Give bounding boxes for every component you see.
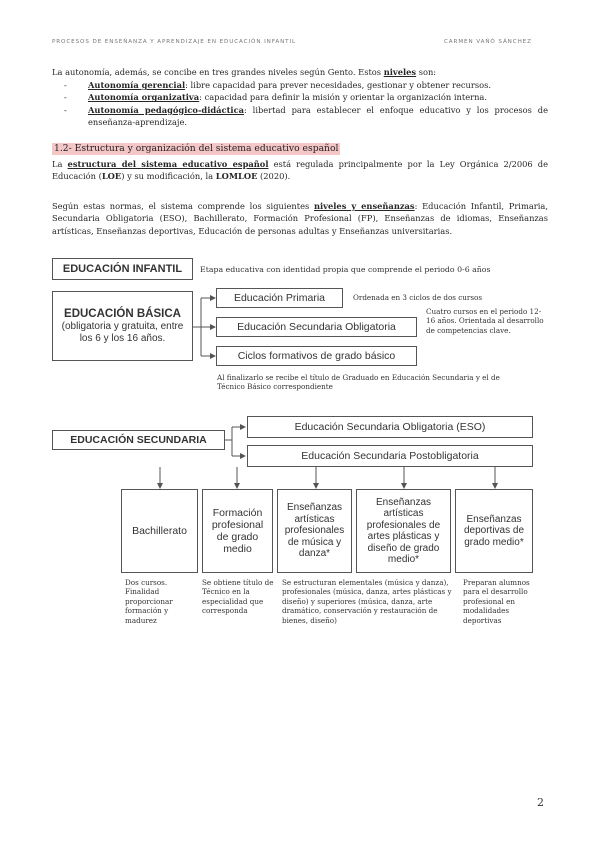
list-item: - Autonomía gerencial: libre capacidad para prever necesidades, gestionar y obtener recursos. (64, 80, 492, 90)
infantil-note: Etapa educativa con identidad propia que comprende el periodo 0-6 años (200, 265, 491, 274)
basica-title: EDUCACIÓN BÁSICA (64, 308, 181, 320)
intro-text: La autonomía, además, se concibe en tres grandes niveles según Gento. Estos (52, 67, 384, 77)
primaria-note: Ordenada en 3 ciclos de dos cursos (353, 293, 483, 302)
lomloe-term: LOMLOE (215, 171, 258, 182)
ciclos-box: Ciclos formativos de grado básico (216, 346, 417, 366)
eso-full-box: Educación Secundaria Obligatoria (ESO) (247, 416, 533, 438)
infantil-box: EDUCACIÓN INFANTIL (52, 258, 193, 280)
deportivas-box: Enseñanzas deportivas de grado medio* (455, 489, 533, 573)
list-item-desc: : capacidad para definir la misión y orientar la organización interna. (199, 92, 487, 103)
eso-box: Educación Secundaria Obligatoria (216, 317, 417, 337)
list-item-desc: : libertad para establecer el enfoque educativo y los procesos de enseñanza-aprendizaje. (88, 104, 548, 128)
basica-footer-note: Al finalizarlo se recibe el título de Graduado en Educación Secundaria y el de Técnico Básico correspondiente (217, 373, 500, 392)
basica-box (52, 291, 193, 361)
section-paragraph-2: Según estas normas, el sistema comprende los siguientes niveles y enseñanzas: Educación Infantil, Primaria, Secundaria Obligatoria (ESO), Bachillerato, Formación Profesional (FP), Enseñanzas de idiomas, Enseñanzas artísticas, Enseñanzas deportivas, Educación de personas adultas y Enseñanzas universitarias. (52, 201, 548, 236)
list-item-term: Autonomía organizativa (88, 92, 200, 103)
secundaria-box: EDUCACIÓN SECUNDARIA (52, 430, 225, 450)
artes-plasticas-box: Enseñanzas artísticas profesionales de artes plásticas y diseño de grado medio* (356, 489, 451, 573)
levels-term: niveles y enseñanzas (314, 201, 415, 211)
list-item: - Autonomía organizativa: capacidad para definir la misión y orientar la organización interna. (64, 92, 487, 103)
list-item-term: Autonomía gerencial (88, 80, 186, 90)
fp-note: Se obtiene título de Técnico en la especialidad que corresponda (202, 578, 274, 616)
eso-note: Cuatro cursos en el periodo 12-16 años. Orientada al desarrollo de competencias clave. (426, 307, 544, 335)
list-item-term: Autonomía pedagógico-didáctica (88, 104, 244, 115)
running-header-right: CARMEN VAÑÓ SÁNCHEZ (444, 39, 532, 45)
basica-subtitle: (obligatoria y gratuita, entre los 6 y los 16 años. (61, 321, 184, 344)
fp-box: Formación profesional de grado medio (202, 489, 273, 573)
intro-niveles-term: niveles (383, 67, 417, 77)
bachillerato-note: Dos cursos. Finalidad proporcionar formación y madurez (125, 578, 173, 625)
section-heading: 1.2- Estructura y organización del sistema educativo español (54, 143, 339, 154)
list-item-desc: : libre capacidad para prever necesidades, gestionar y obtener recursos. (185, 80, 492, 90)
running-header-left: PROCESOS DE ENSEÑANZA Y APRENDIZAJE EN EDUCACIÓN INFANTIL (52, 39, 297, 45)
page-number: 2 (537, 796, 544, 809)
section-paragraph-1: La estructura del sistema educativo español está regulada principalmente por la Ley Orgánica 2/2006 de Educación (LOE) y su modificación, la LOMLOE (2020). (52, 159, 548, 182)
primaria-box: Educación Primaria (216, 288, 343, 308)
deportivas-note: Preparan alumnos para el desarrollo profesional en modalidades deportivas (463, 578, 530, 625)
musica-danza-box: Enseñanzas artísticas profesionales de música y danza* (277, 489, 352, 573)
postobligatoria-box: Educación Secundaria Postobligatoria (247, 445, 533, 467)
bachillerato-box: Bachillerato (121, 489, 198, 573)
loe-term: LOE (101, 171, 122, 182)
intro-text-end: son: (416, 67, 437, 77)
list-item: - Autonomía pedagógico-didáctica: libertad para establecer el enfoque educativo y los procesos de enseñanza-aprendizaje. (64, 104, 548, 128)
artisticas-note: Se estructuran elementales (música y danza), profesionales (música, danza, artes plásticas y diseño) y superiores (música, danza, arte dramático, conservación y restauración de bienes, diseño) (282, 578, 452, 625)
structure-term: estructura del sistema educativo español (67, 159, 269, 169)
